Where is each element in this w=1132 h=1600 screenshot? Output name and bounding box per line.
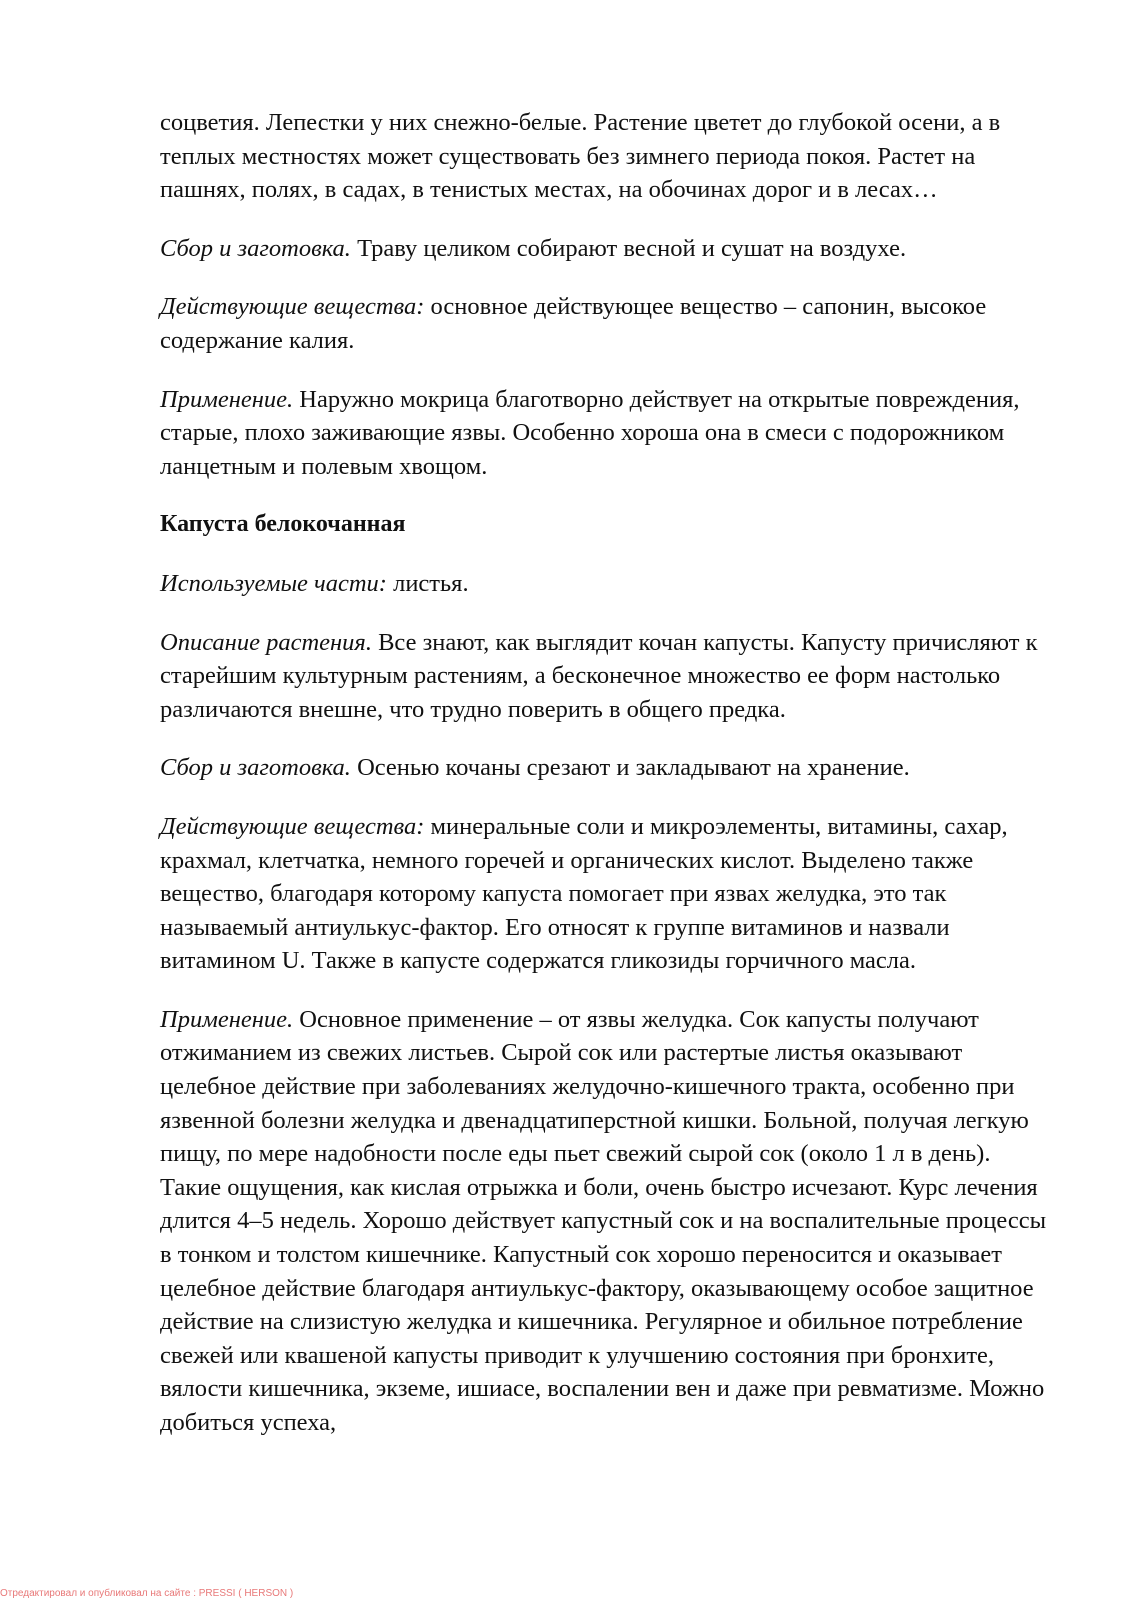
paragraph-term: Применение.	[160, 385, 294, 413]
paragraph-term: Описание растения.	[160, 628, 372, 656]
paragraph-text: минеральные соли и микроэлементы, витамины, сахар, крахмал, клетчатка, немного горечей и органических кислот. Выделено также вещество, благодаря которому капуста помогает при язвах желудка, это так называемый антиулькус-фактор. Его относят к группе витаминов и назвали витамином U. Также в капусте содержатся гликозиды горчичного масла.	[160, 812, 1008, 975]
paragraph-text: основное действующее вещество – сапонин, высокое содержание калия.	[160, 293, 987, 354]
paragraph-active-substances-1	[160, 290, 1050, 357]
paragraph-collection-1	[160, 232, 1050, 266]
paragraph-text: Осенью кочаны срезают и закладывают на хранение.	[350, 754, 910, 782]
paragraph-text: соцветия. Лепестки у них снежно-белые. Растение цветет до глубокой осени, а в теплых местностях может существовать без зимнего периода покоя. Растет на пашнях, полях, в садах, в тенистых местах, на обочинах дорог и в лесах…	[160, 109, 1001, 204]
paragraph-term: Сбор и заготовка.	[160, 234, 351, 262]
section-heading: Капуста белокочанная	[160, 511, 406, 538]
paragraph-term: Применение.	[160, 1005, 294, 1033]
paragraph-term: Сбор и заготовка.	[160, 754, 351, 782]
paragraph-text: листья.	[386, 569, 469, 597]
paragraph-text: Основное применение – от язвы желудка. Сок капусты получают отжиманием из свежих листьев. Сырой сок или растертые листья оказывают целебное действие при заболеваниях желудочно-кишечного тракта, особенно при язвенной болезни желудка и двенадцатиперстной кишки. Больной, получая легкую пищу, по мере надобности после еды пьет свежий сырой сок (около 1 л в день). Такие ощущения, как кислая отрыжка и боли, очень быстро исчезают. Курс лечения длится 4–5 недель. Хорошо действует капустный сок и на воспалительные процессы в тонком и толстом кишечнике. Капустный сок хорошо переносится и оказывает целебное действие благодаря антиулькус-фактору, оказывающему особое защитное действие на слизистую желудка и кишечника. Регулярное и обильное потребление свежей или квашеной капусты приводит к улучшению состояния при бронхите, вялости кишечника, экземе, ишиасе, воспалении вен и даже при ревматизме. Можно добиться успеха,	[160, 1005, 1047, 1436]
paragraph-term: Действующие вещества:	[160, 812, 425, 840]
paragraph-intro-continuation	[160, 106, 1050, 207]
paragraph-term: Действующие вещества:	[160, 293, 425, 321]
footer-credit: Отредактировал и опубликовал на сайте : PRESSI ( HERSON )	[0, 1588, 294, 1599]
paragraph-active-substances-2	[160, 810, 1050, 978]
paragraph-application-1	[160, 383, 1050, 484]
paragraph-text: Все знают, как выглядит кочан капусты. Капусту причисляют к старейшим культурным растениям, а бесконечное множество ее форм настолько различаются внешне, что трудно поверить в общего предка.	[160, 628, 1038, 723]
paragraph-collection-2	[160, 751, 1050, 785]
paragraph-term: Используемые части:	[160, 569, 387, 597]
paragraph-application-2	[160, 1003, 1050, 1440]
paragraph-text: Наружно мокрица благотворно действует на открытые повреждения, старые, плохо заживающие язвы. Особенно хороша она в смеси с подорожником ланцетным и полевым хвощом.	[160, 385, 1020, 480]
document-page	[160, 106, 1050, 1440]
paragraph-used-parts	[160, 567, 1050, 601]
paragraph-plant-description	[160, 626, 1050, 727]
paragraph-text: Траву целиком собирают весной и сушат на воздухе.	[350, 234, 907, 262]
